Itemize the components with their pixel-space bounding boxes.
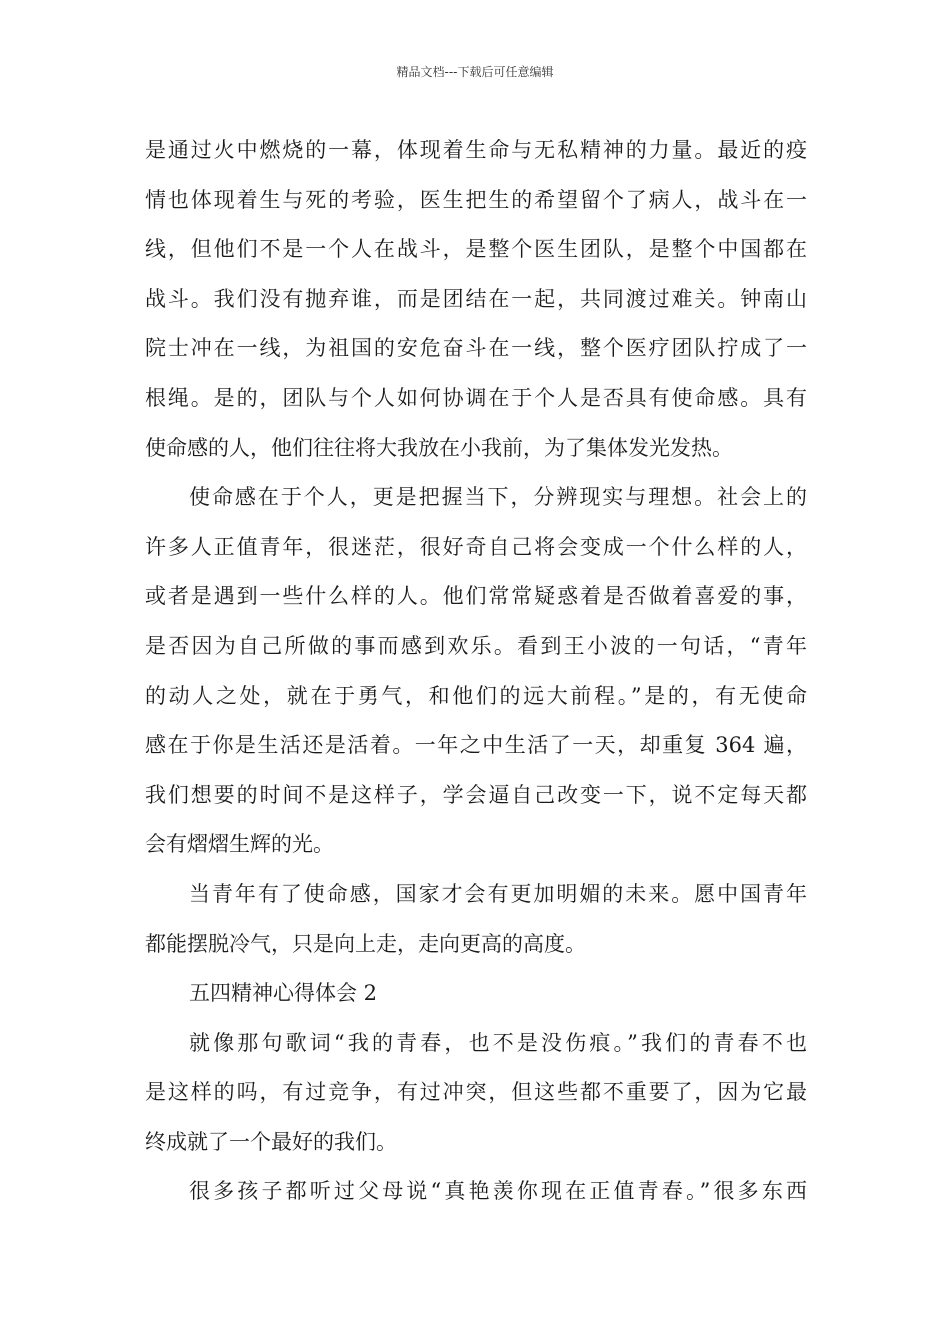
text-line: 院士冲在一线，为祖国的安危奋斗在一线，整个医疗团队拧成了一 [145, 336, 807, 361]
paragraph [145, 1019, 807, 1168]
text-line: 感在于你是生活还是活着。一年之中生活了一天，却重复 364 遍， [145, 733, 807, 758]
text-line: 会有熠熠生辉的光。 [145, 832, 334, 857]
text-line: 或者是遇到一些什么样的人。他们常常疑惑着是否做着喜爱的事， [145, 584, 807, 609]
text-line: 战斗。我们没有抛弃谁，而是团结在一起，共同渡过难关。钟南山 [145, 286, 807, 311]
text-line: 终成就了一个最好的我们。 [145, 1129, 397, 1154]
paragraph [145, 126, 807, 473]
text-line: 是否因为自己所做的事而感到欢乐。看到王小波的一句话，“青年 [145, 633, 807, 658]
text-line: 根绳。是的，团队与个人如何协调在于个人是否具有使命感。具有 [145, 385, 807, 410]
heading-text: 五四精神心得体会 2 [189, 981, 378, 1006]
text-line: 很多孩子都听过父母说“真艳羡你现在正值青春。”很多东西 [189, 1179, 807, 1204]
text-line: 是这样的吗，有过竞争，有过冲突，但这些都不重要了，因为它最 [145, 1080, 807, 1105]
text-line: 的动人之处，就在于勇气，和他们的远大前程。”是的，有无使命 [145, 683, 807, 708]
text-line: 使命感在于个人，更是把握当下，分辨现实与理想。社会上的 [189, 485, 807, 510]
page-header: 精品文档---下载后可任意编辑 [396, 65, 554, 79]
document-body [145, 126, 807, 1217]
paragraph [145, 1167, 807, 1217]
text-line: 就像那句歌词“我的青春，也不是没伤痕。”我们的青春不也 [189, 1030, 807, 1055]
section-heading [145, 969, 807, 1019]
paragraph [145, 473, 807, 870]
text-line: 我们想要的时间不是这样子，学会逼自己改变一下，说不定每天都 [145, 782, 807, 807]
text-line: 都能摆脱冷气，只是向上走，走向更高的高度。 [145, 931, 586, 956]
text-line: 使命感的人，他们往往将大我放在小我前，为了集体发光发热。 [145, 435, 733, 460]
text-line: 当青年有了使命感，国家才会有更加明媚的未来。愿中国青年 [189, 881, 807, 906]
text-line: 情也体现着生与死的考验，医生把生的希望留个了病人，战斗在一 [145, 187, 807, 212]
text-line: 线，但他们不是一个人在战斗，是整个医生团队，是整个中国都在 [145, 237, 807, 262]
text-line: 是通过火中燃烧的一幕，体现着生命与无私精神的力量。最近的疫 [145, 138, 807, 162]
text-line: 许多人正值青年，很迷茫，很好奇自己将会变成一个什么样的人， [145, 534, 807, 559]
paragraph [145, 870, 807, 969]
